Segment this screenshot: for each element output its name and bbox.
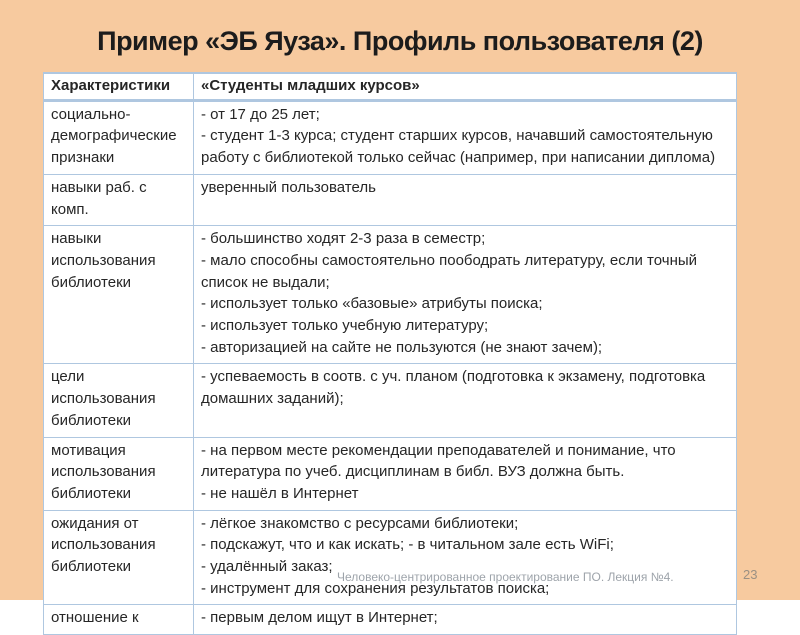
row-label: цели использования библиотеки (44, 364, 194, 437)
cell-line: - на первом месте рекомендации преподавателей и понимание, что литература по учеб. дисциплинам в библ. ВУЗ должна быть. (201, 441, 676, 481)
page-number: 23 (743, 567, 758, 582)
cell-line: - авторизацией на сайте не пользуются (не знают зачем); (201, 338, 603, 356)
cell-line: - лёгкое знакомство с ресурсами библиотеки; (201, 514, 519, 532)
row-content (194, 510, 737, 605)
cell-line: - не нашёл в Интернет (201, 484, 359, 502)
cell-line: - подскажут, что и как искать; - в читальном зале есть WiFi; (201, 536, 614, 554)
row-content (194, 605, 737, 635)
profile-table-container (43, 72, 737, 635)
table-body (44, 100, 737, 634)
cell-line: - успеваемость в соотв. с уч. планом (подготовка к экзамену, подготовка домашних заданий); (201, 368, 706, 408)
row-content (194, 100, 737, 174)
footer-text: Человеко-центрированное проектирование ПО. Лекция №4. (337, 570, 674, 584)
table-row (44, 174, 737, 225)
header-cell-characteristics: Характеристики (44, 73, 194, 100)
header-cell-segment: «Студенты младших курсов» (194, 73, 737, 100)
cell-line: - от 17 до 25 лет; (201, 105, 320, 123)
cell-line: - студент 1-3 курса; студент старших курсов, начавший самостоятельную работу с библиотекой только сейчас (например, при написании диплома) (201, 127, 716, 167)
profile-table (43, 72, 737, 635)
cell-line: - использует только «базовые» атрибуты поиска; (201, 295, 543, 313)
row-label: социально-демографические признаки (44, 100, 194, 174)
cell-line: - большинство ходят 2-3 раза в семестр; (201, 230, 486, 248)
cell-line: - удалённый заказ; (201, 558, 333, 576)
table-row (44, 437, 737, 510)
table-row (44, 100, 737, 174)
row-label: мотивация использования библиотеки (44, 437, 194, 510)
table-row (44, 510, 737, 605)
cell-line: - мало способны самостоятельно поободрать литературу, если точный список не выдали; (201, 251, 698, 291)
cell-line: уверенный пользователь (201, 178, 376, 196)
row-content (194, 437, 737, 510)
row-content (194, 226, 737, 364)
slide-title: Пример «ЭБ Яуза». Профиль пользователя (2) (97, 26, 703, 56)
table-header (44, 73, 737, 100)
row-content (194, 174, 737, 225)
cell-line: - инструмент для сохранения результатов поиска; (201, 579, 550, 597)
row-label: отношение к (44, 605, 194, 635)
row-label: навыки раб. с комп. (44, 174, 194, 225)
header-row (44, 73, 737, 100)
cell-line: - первым делом ищут в Интернет; (201, 609, 438, 627)
table-row (44, 364, 737, 437)
row-label: навыки использования библиотеки (44, 226, 194, 364)
row-label: ожидания от использования библиотеки (44, 510, 194, 605)
table-row (44, 226, 737, 364)
row-content (194, 364, 737, 437)
table-row (44, 605, 737, 635)
cell-line: - использует только учебную литературу; (201, 317, 489, 335)
